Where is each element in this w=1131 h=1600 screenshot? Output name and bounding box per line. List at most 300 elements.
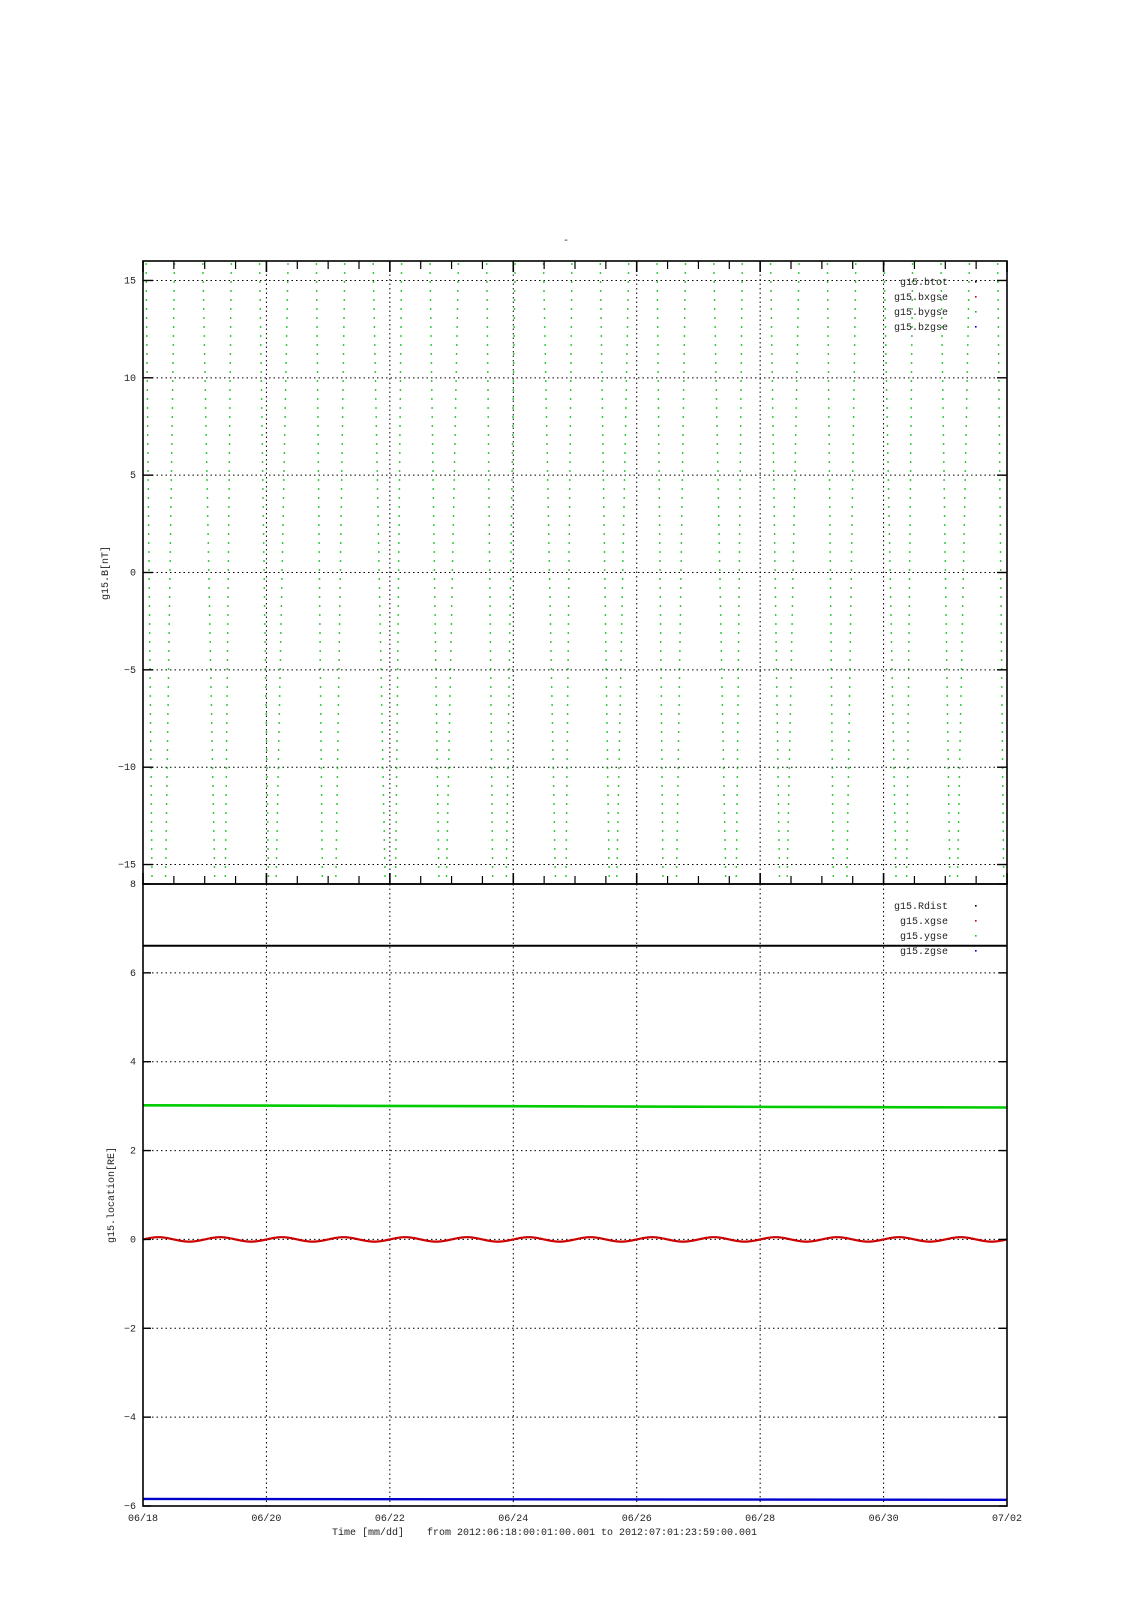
bygse-dot bbox=[969, 263, 971, 265]
bygse-dot bbox=[150, 731, 152, 733]
bygse-dot bbox=[399, 488, 401, 490]
bygse-dot bbox=[907, 758, 909, 760]
bygse-dot bbox=[320, 686, 322, 688]
bygse-dot bbox=[173, 335, 175, 337]
bygse-dot bbox=[831, 749, 833, 751]
bygse-dot bbox=[796, 389, 798, 391]
bygse-dot bbox=[337, 713, 339, 715]
bygse-dot bbox=[720, 641, 722, 643]
bygse-dot bbox=[678, 740, 680, 742]
bygse-dot bbox=[791, 614, 793, 616]
bygse-dot bbox=[959, 731, 961, 733]
bygse-dot bbox=[600, 281, 602, 283]
bygse-dot bbox=[715, 344, 717, 346]
bygse-dot bbox=[457, 290, 459, 292]
bygse-dot bbox=[395, 857, 397, 859]
bygse-dot bbox=[397, 623, 399, 625]
bygse-dot bbox=[961, 641, 963, 643]
bygse-dot bbox=[489, 596, 491, 598]
bygse-dot bbox=[544, 317, 546, 319]
bygse-dot bbox=[446, 848, 448, 850]
bygse-dot bbox=[146, 335, 148, 337]
bygse-dot bbox=[604, 578, 606, 580]
bygse-dot bbox=[846, 875, 848, 877]
bygse-dot bbox=[548, 560, 550, 562]
bygse-dot bbox=[398, 587, 400, 589]
bygse-dot bbox=[997, 317, 999, 319]
bygse-dot bbox=[433, 551, 435, 553]
bygse-dot bbox=[435, 677, 437, 679]
bygse-dot bbox=[658, 425, 660, 427]
bygse-dot bbox=[281, 587, 283, 589]
bygse-dot bbox=[724, 848, 726, 850]
bygse-dot bbox=[204, 380, 206, 382]
bygse-dot bbox=[907, 704, 909, 706]
bygse-dot bbox=[227, 596, 229, 598]
x-tick-label: 06/22 bbox=[374, 1514, 405, 1525]
bygse-dot bbox=[171, 416, 173, 418]
bygse-dot bbox=[739, 560, 741, 562]
bygse-dot bbox=[214, 866, 216, 868]
bygse-dot bbox=[317, 434, 319, 436]
bygse-dot bbox=[490, 704, 492, 706]
bygse-dot bbox=[396, 776, 398, 778]
bottom-legend-marker bbox=[975, 950, 977, 952]
bygse-dot bbox=[488, 434, 490, 436]
bygse-dot bbox=[554, 866, 556, 868]
bygse-dot bbox=[830, 578, 832, 580]
bygse-dot bbox=[507, 731, 509, 733]
bygse-dot bbox=[512, 434, 514, 436]
bygse-dot bbox=[400, 317, 402, 319]
bygse-dot bbox=[456, 326, 458, 328]
bygse-dot bbox=[832, 839, 834, 841]
bygse-dot bbox=[895, 848, 897, 850]
bygse-dot bbox=[149, 614, 151, 616]
bygse-dot bbox=[626, 335, 628, 337]
bygse-dot bbox=[736, 776, 738, 778]
bygse-dot bbox=[949, 866, 951, 868]
bygse-dot bbox=[600, 290, 602, 292]
bygse-dot bbox=[947, 740, 949, 742]
bygse-dot bbox=[830, 569, 832, 571]
bygse-dot bbox=[206, 452, 208, 454]
bygse-dot bbox=[380, 641, 382, 643]
x-tick-label: 06/26 bbox=[621, 1514, 652, 1525]
bygse-dot bbox=[659, 506, 661, 508]
bygse-dot bbox=[677, 821, 679, 823]
bygse-dot bbox=[486, 308, 488, 310]
bygse-dot bbox=[847, 794, 849, 796]
bygse-dot bbox=[430, 308, 432, 310]
bygse-dot bbox=[778, 839, 780, 841]
bygse-dot bbox=[947, 713, 949, 715]
bygse-dot bbox=[739, 533, 741, 535]
bygse-dot bbox=[830, 623, 832, 625]
bygse-dot bbox=[265, 695, 267, 697]
bygse-dot bbox=[906, 875, 908, 877]
bygse-dot bbox=[851, 569, 853, 571]
bygse-dot bbox=[318, 560, 320, 562]
bygse-dot bbox=[963, 560, 965, 562]
bygse-dot bbox=[854, 317, 856, 319]
bygse-dot bbox=[657, 362, 659, 364]
bygse-dot bbox=[456, 335, 458, 337]
bygse-dot bbox=[617, 848, 619, 850]
bygse-dot bbox=[150, 758, 152, 760]
bygse-dot bbox=[943, 452, 945, 454]
bygse-dot bbox=[656, 272, 658, 274]
bygse-dot bbox=[433, 542, 435, 544]
bygse-dot bbox=[909, 524, 911, 526]
bygse-dot bbox=[344, 263, 346, 265]
bygse-dot bbox=[434, 596, 436, 598]
bygse-dot bbox=[617, 830, 619, 832]
bygse-dot bbox=[771, 371, 773, 373]
bygse-dot bbox=[941, 335, 943, 337]
bygse-dot bbox=[775, 596, 777, 598]
bygse-dot bbox=[543, 299, 545, 301]
bygse-dot bbox=[455, 380, 457, 382]
bygse-dot bbox=[267, 803, 269, 805]
bygse-dot bbox=[148, 578, 150, 580]
bygse-dot bbox=[605, 668, 607, 670]
bygse-dot bbox=[797, 317, 799, 319]
bygse-dot bbox=[506, 839, 508, 841]
bygse-dot bbox=[890, 605, 892, 607]
bygse-dot bbox=[778, 821, 780, 823]
bygse-dot bbox=[375, 389, 377, 391]
bygse-dot bbox=[282, 551, 284, 553]
bygse-dot bbox=[226, 704, 228, 706]
bygse-dot bbox=[945, 623, 947, 625]
bygse-dot bbox=[946, 677, 948, 679]
bygse-dot bbox=[259, 281, 261, 283]
bygse-dot bbox=[448, 758, 450, 760]
bygse-dot bbox=[908, 677, 910, 679]
bygse-dot bbox=[606, 686, 608, 688]
bygse-dot bbox=[225, 830, 227, 832]
bygse-dot bbox=[621, 614, 623, 616]
bygse-dot bbox=[261, 416, 263, 418]
bygse-dot bbox=[508, 677, 510, 679]
bygse-dot bbox=[604, 542, 606, 544]
bygse-dot bbox=[203, 326, 205, 328]
bygse-dot bbox=[148, 560, 150, 562]
bygse-dot bbox=[678, 704, 680, 706]
bygse-dot bbox=[282, 515, 284, 517]
bygse-dot bbox=[893, 785, 895, 787]
bygse-dot bbox=[603, 506, 605, 508]
bygse-dot bbox=[570, 335, 572, 337]
bygse-dot bbox=[488, 452, 490, 454]
bygse-dot bbox=[226, 731, 228, 733]
bygse-dot bbox=[168, 668, 170, 670]
bygse-dot bbox=[947, 767, 949, 769]
bygse-dot bbox=[829, 488, 831, 490]
bygse-dot bbox=[571, 290, 573, 292]
bygse-dot bbox=[796, 371, 798, 373]
bygse-dot bbox=[891, 641, 893, 643]
bygse-dot bbox=[679, 659, 681, 661]
bygse-dot bbox=[230, 353, 232, 355]
bygse-dot bbox=[908, 659, 910, 661]
bygse-dot bbox=[436, 704, 438, 706]
bygse-dot bbox=[549, 605, 551, 607]
bygse-dot bbox=[431, 389, 433, 391]
bygse-dot bbox=[151, 839, 153, 841]
bygse-dot bbox=[894, 794, 896, 796]
bygse-dot bbox=[908, 623, 910, 625]
bygse-dot bbox=[509, 605, 511, 607]
bygse-dot bbox=[720, 632, 722, 634]
bygse-dot bbox=[740, 452, 742, 454]
bygse-dot bbox=[849, 677, 851, 679]
bygse-dot bbox=[430, 290, 432, 292]
bygse-dot bbox=[910, 488, 912, 490]
bygse-dot bbox=[680, 605, 682, 607]
bygse-dot bbox=[510, 560, 512, 562]
bygse-dot bbox=[400, 344, 402, 346]
bygse-dot bbox=[852, 488, 854, 490]
bygse-dot bbox=[204, 371, 206, 373]
bygse-dot bbox=[911, 371, 913, 373]
bygse-dot bbox=[319, 596, 321, 598]
x-axis-range-text: from 2012:06:18:00:01:00.001 to 2012:07:01:23:59:00.001 bbox=[427, 1528, 758, 1539]
bygse-dot bbox=[173, 281, 175, 283]
bygse-dot bbox=[941, 344, 943, 346]
bygse-dot bbox=[381, 722, 383, 724]
bygse-dot bbox=[948, 794, 950, 796]
bygse-dot bbox=[795, 407, 797, 409]
bygse-dot bbox=[227, 659, 229, 661]
bygse-dot bbox=[910, 461, 912, 463]
bygse-dot bbox=[570, 326, 572, 328]
bygse-dot bbox=[886, 398, 888, 400]
bygse-dot bbox=[792, 578, 794, 580]
bygse-dot bbox=[1000, 560, 1002, 562]
bygse-dot bbox=[170, 533, 172, 535]
bygse-dot bbox=[490, 722, 492, 724]
bygse-dot bbox=[455, 416, 457, 418]
bygse-dot bbox=[716, 425, 718, 427]
bygse-dot bbox=[374, 335, 376, 337]
bygse-dot bbox=[552, 722, 554, 724]
bygse-dot bbox=[507, 767, 509, 769]
bygse-dot bbox=[173, 272, 175, 274]
top-y-tick-label: 5 bbox=[129, 471, 136, 483]
bygse-dot bbox=[487, 362, 489, 364]
bygse-dot bbox=[431, 425, 433, 427]
bygse-dot bbox=[723, 794, 725, 796]
bygse-dot bbox=[888, 497, 890, 499]
bygse-dot bbox=[797, 299, 799, 301]
bygse-dot bbox=[283, 488, 285, 490]
bygse-dot bbox=[549, 569, 551, 571]
bygse-dot bbox=[830, 632, 832, 634]
bygse-dot bbox=[716, 416, 718, 418]
bygse-dot bbox=[828, 371, 830, 373]
bygse-dot bbox=[375, 425, 377, 427]
bygse-dot bbox=[319, 650, 321, 652]
bygse-dot bbox=[911, 335, 913, 337]
bygse-dot bbox=[266, 758, 268, 760]
bygse-dot bbox=[374, 344, 376, 346]
bygse-dot bbox=[619, 713, 621, 715]
bygse-dot bbox=[832, 821, 834, 823]
bygse-dot bbox=[658, 407, 660, 409]
bygse-dot bbox=[449, 677, 451, 679]
bygse-dot bbox=[166, 776, 168, 778]
bygse-dot bbox=[847, 785, 849, 787]
bygse-dot bbox=[317, 380, 319, 382]
bygse-dot bbox=[608, 830, 610, 832]
bygse-dot bbox=[798, 272, 800, 274]
bygse-dot bbox=[736, 821, 738, 823]
bygse-dot bbox=[852, 443, 854, 445]
bygse-dot bbox=[566, 758, 568, 760]
bygse-dot bbox=[773, 488, 775, 490]
bygse-dot bbox=[599, 263, 601, 265]
bygse-dot bbox=[548, 551, 550, 553]
bygse-dot bbox=[607, 776, 609, 778]
bygse-dot bbox=[341, 452, 343, 454]
bygse-dot bbox=[776, 713, 778, 715]
bygse-dot bbox=[450, 668, 452, 670]
bygse-dot bbox=[618, 785, 620, 787]
bygse-dot bbox=[778, 857, 780, 859]
bygse-dot bbox=[316, 299, 318, 301]
bygse-dot bbox=[968, 308, 970, 310]
bygse-dot bbox=[321, 776, 323, 778]
bygse-dot bbox=[910, 425, 912, 427]
bygse-dot bbox=[797, 335, 799, 337]
bygse-dot bbox=[791, 641, 793, 643]
bygse-dot bbox=[491, 794, 493, 796]
bygse-dot bbox=[568, 587, 570, 589]
bygse-dot bbox=[491, 758, 493, 760]
bygse-dot bbox=[832, 794, 834, 796]
page-title: - bbox=[562, 236, 570, 247]
bygse-dot bbox=[907, 731, 909, 733]
bygse-dot bbox=[684, 299, 686, 301]
location-panel bbox=[106, 880, 1022, 1525]
bygse-dot bbox=[210, 695, 212, 697]
bygse-dot bbox=[625, 416, 627, 418]
bygse-dot bbox=[491, 830, 493, 832]
bygse-dot bbox=[851, 542, 853, 544]
bygse-dot bbox=[397, 659, 399, 661]
bygse-dot bbox=[798, 290, 800, 292]
bygse-dot bbox=[147, 470, 149, 472]
bygse-dot bbox=[602, 425, 604, 427]
bygse-dot bbox=[512, 452, 514, 454]
bygse-dot bbox=[942, 407, 944, 409]
bygse-dot bbox=[435, 695, 437, 697]
bygse-dot bbox=[792, 605, 794, 607]
bygse-dot bbox=[398, 506, 400, 508]
bygse-dot bbox=[600, 317, 602, 319]
bygse-dot bbox=[431, 416, 433, 418]
bygse-dot bbox=[888, 506, 890, 508]
bygse-dot bbox=[396, 803, 398, 805]
bygse-dot bbox=[384, 857, 386, 859]
bygse-dot bbox=[909, 497, 911, 499]
bygse-dot bbox=[624, 470, 626, 472]
bygse-dot bbox=[277, 776, 279, 778]
bygse-dot bbox=[211, 749, 213, 751]
bygse-dot bbox=[942, 362, 944, 364]
bygse-dot bbox=[960, 695, 962, 697]
bygse-dot bbox=[569, 488, 571, 490]
bygse-dot bbox=[940, 263, 942, 265]
bygse-dot bbox=[778, 848, 780, 850]
bygse-dot bbox=[226, 740, 228, 742]
bygse-dot bbox=[736, 803, 738, 805]
bygse-dot bbox=[449, 695, 451, 697]
x-tick-label: 06/18 bbox=[127, 1514, 159, 1525]
bygse-dot bbox=[604, 560, 606, 562]
bygse-dot bbox=[545, 407, 547, 409]
bygse-dot bbox=[147, 416, 149, 418]
bottom-legend-marker bbox=[975, 920, 977, 922]
bygse-dot bbox=[567, 686, 569, 688]
bygse-dot bbox=[544, 335, 546, 337]
bygse-dot bbox=[942, 389, 944, 391]
bygse-dot bbox=[725, 875, 727, 877]
bygse-dot bbox=[284, 416, 286, 418]
bygse-dot bbox=[626, 380, 628, 382]
bygse-dot bbox=[278, 713, 280, 715]
bygse-dot bbox=[344, 290, 346, 292]
bygse-dot bbox=[316, 281, 318, 283]
bygse-dot bbox=[679, 632, 681, 634]
bygse-dot bbox=[284, 425, 286, 427]
bygse-dot bbox=[376, 470, 378, 472]
bygse-dot bbox=[773, 461, 775, 463]
bygse-dot bbox=[829, 515, 831, 517]
bygse-dot bbox=[225, 812, 227, 814]
top-legend-marker bbox=[975, 296, 977, 298]
bygse-dot bbox=[828, 461, 830, 463]
bygse-dot bbox=[554, 839, 556, 841]
bygse-dot bbox=[622, 542, 624, 544]
bygse-dot bbox=[320, 677, 322, 679]
bygse-dot bbox=[565, 875, 567, 877]
bygse-dot bbox=[944, 533, 946, 535]
bygse-dot bbox=[280, 632, 282, 634]
bygse-dot bbox=[207, 497, 209, 499]
bygse-dot bbox=[145, 272, 147, 274]
bygse-dot bbox=[434, 632, 436, 634]
bygse-dot bbox=[384, 866, 386, 868]
bygse-dot bbox=[337, 767, 339, 769]
bygse-dot bbox=[957, 875, 959, 877]
bygse-dot bbox=[608, 875, 610, 877]
bygse-dot bbox=[716, 443, 718, 445]
bygse-dot bbox=[336, 803, 338, 805]
bygse-dot bbox=[1000, 605, 1002, 607]
bygse-dot bbox=[549, 587, 551, 589]
bygse-dot bbox=[226, 668, 228, 670]
bygse-dot bbox=[281, 605, 283, 607]
bygse-dot bbox=[149, 686, 151, 688]
bygse-dot bbox=[681, 515, 683, 517]
bygse-dot bbox=[946, 686, 948, 688]
bygse-dot bbox=[894, 821, 896, 823]
bygse-dot bbox=[287, 263, 289, 265]
bygse-dot bbox=[776, 686, 778, 688]
